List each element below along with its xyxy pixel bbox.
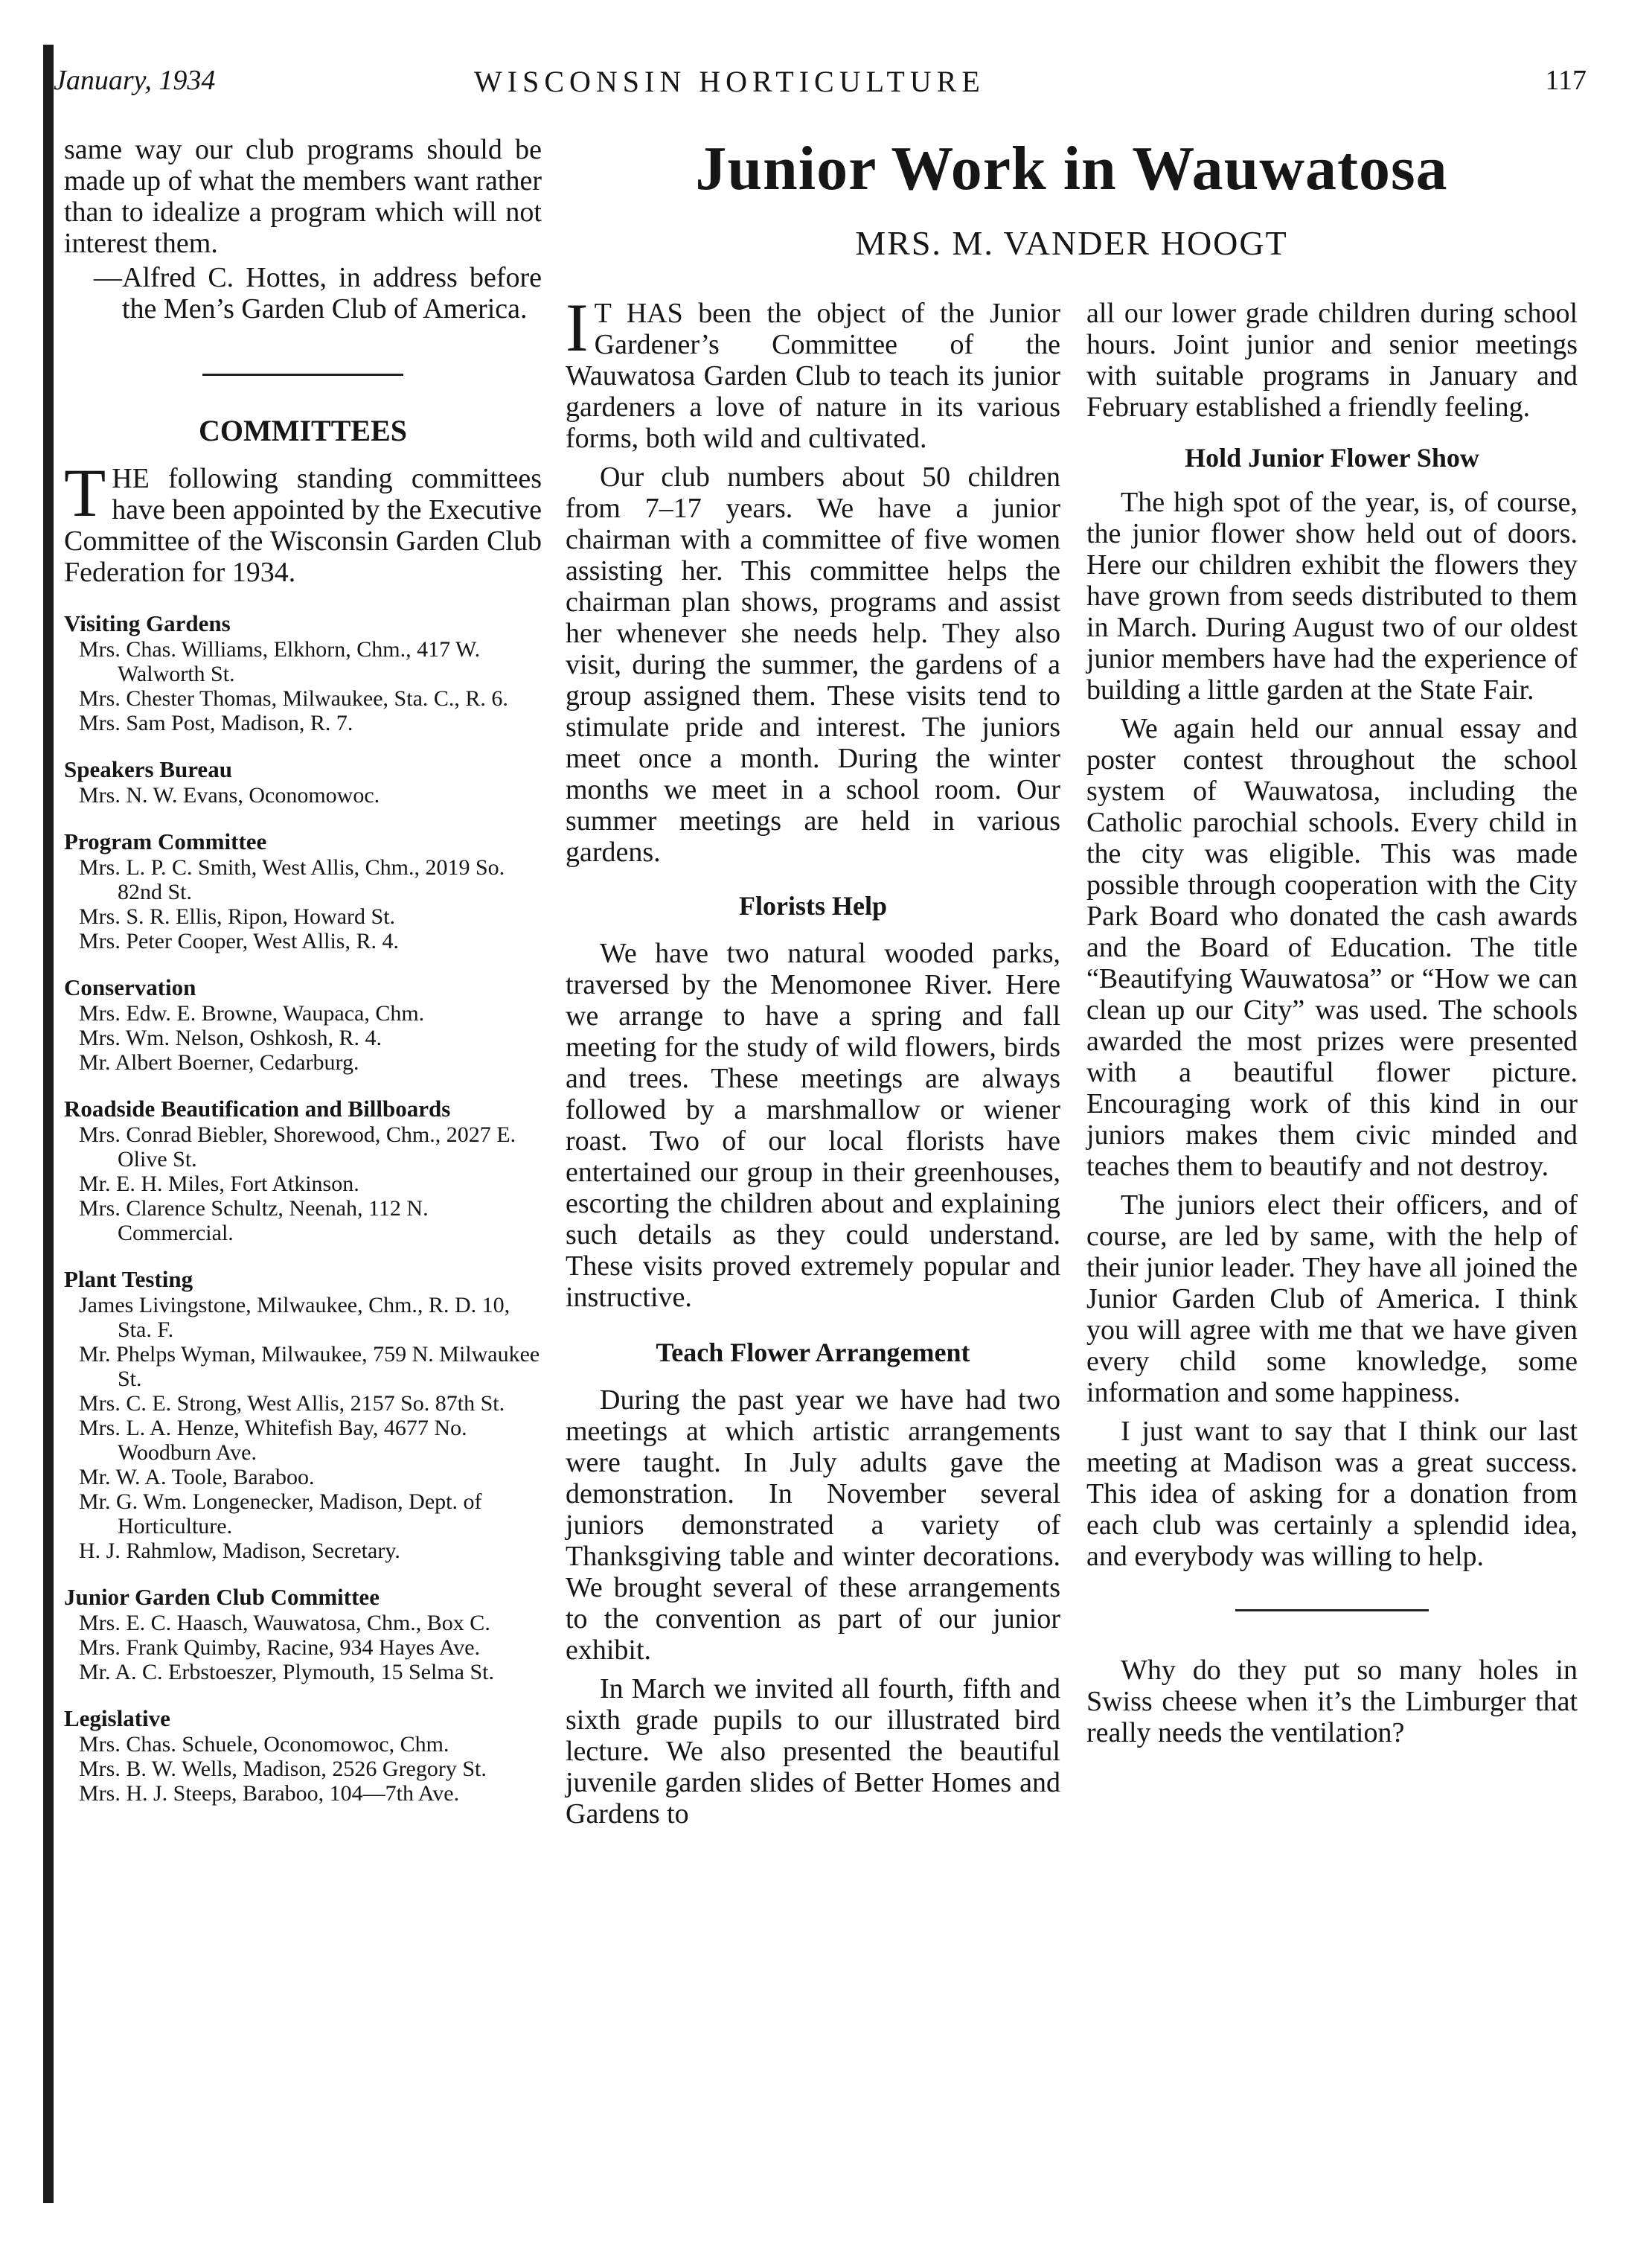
article-dropcap: I	[566, 290, 589, 365]
article-paragraph: In March we invited all fourth, fifth and sixth grade pupils to our illustrated bird lecture. We also presented the beautiful juvenile garden slides of Better Homes and Gardens to	[566, 1673, 1060, 1830]
filler-joke: Why do they put so many holes in Swiss cheese when it’s the Limburger that really needs the ventilation?	[1086, 1655, 1578, 1748]
committee-group	[64, 1096, 542, 1245]
committee-entry: Mrs. H. J. Steeps, Baraboo, 104—7th Ave.	[79, 1781, 460, 1806]
committee-group	[64, 1584, 542, 1684]
article-paragraph: We again held our annual essay and poster contest throughout the school system of Wauwatosa, including the Catholic parochial schools. Every child in the city was eligible. This was made possible through cooperation with the City Park Board who donated the cash awards and the Board of Education. The title “Beautifying Wauwatosa” or “How we can clean up our City” was used. The schools awarded the most prizes were presented with a beautiful flower picture. Encouraging work of this kind in our juniors makes them civic minded and teaches them to beautify and not destroy.	[1086, 713, 1578, 1182]
committee-heading: Junior Garden Club Committee	[64, 1584, 380, 1610]
article-paragraph: We have two natural wooded parks, traversed by the Menomonee River. Here we arrange to have a spring and fall meeting for the study of wild flowers, birds and trees. These meetings are always followed by a marshmallow or wiener roast. Two of our local florists have entertained our group in their greenhouses, escorting the children about and explaining such details as they could understand. These visits proved extremely popular and instructive.	[566, 938, 1060, 1313]
header-publication-title: WISCONSIN HORTICULTURE	[474, 65, 985, 98]
committee-group	[64, 610, 542, 735]
committee-entry: Mrs. Chas. Schuele, Oconomowoc, Chm.	[79, 1732, 449, 1757]
article-paragraph: The high spot of the year, is, of course, the junior flower show held out of doors. Here our children exhibit the flowers they have grown from seeds distributed to them in March. During August two of our oldest junior members have had the experience of building a little garden at the State Fair.	[1086, 487, 1578, 706]
article-paragraph: During the past year we have had two meetings at which artistic arrangements were taught. In July adults gave the demonstration. In November several juniors demonstrated a variety of Thanksgiving table and winter decorations. We brought several of these arrangements to the convention as part of our junior exhibit.	[566, 1384, 1060, 1666]
committee-entry: Mrs. L. P. C. Smith, West Allis, Chm., 2019 So. 82nd St.	[79, 855, 505, 904]
committees-intro	[64, 455, 542, 588]
committee-entry: Mrs. L. A. Henze, Whitefish Bay, 4677 No. Woodburn Ave.	[79, 1416, 467, 1465]
committee-entry: Mrs. Clarence Schultz, Neenah, 112 N. Commercial.	[79, 1196, 429, 1245]
committee-entry: H. J. Rahmlow, Madison, Secretary.	[79, 1538, 400, 1563]
committee-entry: Mrs. B. W. Wells, Madison, 2526 Gregory St.	[79, 1757, 487, 1781]
committee-entry: Mrs. Conrad Biebler, Shorewood, Chm., 2027 E. Olive St.	[79, 1122, 516, 1172]
running-header	[54, 64, 1587, 109]
committee-heading: Speakers Bureau	[64, 756, 232, 782]
committee-entry: Mr. G. Wm. Longenecker, Madison, Dept. of Horticulture.	[79, 1489, 482, 1538]
committee-entry: Mrs. Chester Thomas, Milwaukee, Sta. C., R. 6.	[79, 686, 508, 711]
committee-heading: Program Committee	[64, 828, 267, 854]
committee-entry: Mrs. C. E. Strong, West Allis, 2157 So. 87th St.	[79, 1391, 505, 1416]
committee-group	[64, 828, 542, 953]
quote-attribution: —Alfred C. Hottes, in address before the Men’s Garden Club of America.	[94, 262, 542, 325]
committees-intro-text: HE following standing committees have been appointed by the Executive Committee of the Wisconsin Garden Club Federation for 1934.	[64, 463, 542, 588]
committee-group	[64, 1705, 542, 1806]
committee-group	[64, 974, 542, 1075]
article-paragraph: The juniors elect their officers, and of course, are led by same, with the help of their junior leader. They have all joined the Junior Garden Club of America. I think you will agree with me that we have given every child some knowledge, some information and some happiness.	[1086, 1189, 1578, 1408]
article-intro	[566, 290, 1060, 454]
committee-entry: Mrs. Wm. Nelson, Oshkosh, R. 4.	[79, 1026, 382, 1050]
committee-heading: Plant Testing	[64, 1266, 193, 1292]
committee-heading: Roadside Beautification and Billboards	[64, 1096, 451, 1122]
article-title: Junior Work in Wauwatosa	[695, 134, 1448, 203]
section-divider	[202, 374, 403, 376]
committee-entry: Mrs. Peter Cooper, West Allis, R. 4.	[79, 929, 399, 953]
committee-entry: Mr. Phelps Wyman, Milwaukee, 759 N. Milwaukee St.	[79, 1342, 540, 1391]
subheading-show: Hold Junior Flower Show	[1185, 443, 1479, 473]
article-intro-text: T HAS been the object of the Junior Gardener’s Committee of the Wauwatosa Garden Club to teach its junior gardeners a love of nature in its various forms, both wild and cultivated.	[566, 298, 1060, 454]
subheading-arrangement: Teach Flower Arrangement	[656, 1338, 970, 1367]
article-paragraph: Our club numbers about 50 children from 7–17 years. We have a junior chairman with a committee of five women assisting her. This committee helps the chairman plan shows, programs and assist her whenever she needs help. They also visit, during the summer, the gardens of a group assigned them. These visits tend to stimulate pride and interest. The juniors meet once a month. During the winter months we meet in a school room. Our summer meetings are held in various gardens.	[566, 461, 1060, 868]
committee-group	[64, 756, 542, 808]
committee-entry: James Livingstone, Milwaukee, Chm., R. D. 10, Sta. F.	[79, 1293, 510, 1342]
article-paragraph: I just want to say that I think our last meeting at Madison was a great success. This idea of asking for a donation from each club was certainly a splendid idea, and everybody was willing to help.	[1086, 1416, 1578, 1572]
committee-entry: Mrs. Frank Quimby, Racine, 934 Hayes Ave.	[79, 1635, 481, 1660]
committee-entry: Mrs. Sam Post, Madison, R. 7.	[79, 711, 353, 735]
committee-entry: Mrs. S. R. Ellis, Ripon, Howard St.	[79, 904, 396, 929]
committee-entry: Mrs. Chas. Williams, Elkhorn, Chm., 417 W. Walworth St.	[79, 637, 481, 686]
committee-heading: Legislative	[64, 1705, 170, 1731]
committee-entry: Mr. W. A. Toole, Baraboo.	[79, 1465, 315, 1489]
committees-title: COMMITTEES	[198, 414, 408, 447]
article-paragraph: all our lower grade children during school hours. Joint junior and senior meetings with suitable programs in January and February established a friendly feeling.	[1086, 298, 1578, 423]
header-date: January, 1934	[54, 65, 216, 96]
committee-entry: Mrs. N. W. Evans, Oconomowoc.	[79, 783, 380, 808]
committee-heading: Conservation	[64, 974, 196, 1000]
committee-group	[64, 1266, 542, 1563]
article-byline: MRS. M. VANDER HOOGT	[855, 224, 1288, 262]
left-column	[64, 134, 542, 1806]
committee-entry: Mrs. Edw. E. Browne, Waupaca, Chm.	[79, 1001, 425, 1026]
committee-entry: Mr. Albert Boerner, Cedarburg.	[79, 1050, 359, 1075]
quote-text: same way our club programs should be made up of what the members want rather than to idealize a program which will not interest them.	[64, 134, 542, 259]
committee-heading: Visiting Gardens	[64, 610, 231, 636]
subheading-florists: Florists Help	[739, 891, 887, 921]
section-divider	[1235, 1609, 1429, 1611]
committee-entry: Mrs. E. C. Haasch, Wauwatosa, Chm., Box C.	[79, 1611, 490, 1635]
scan-binding-edge	[43, 45, 54, 2203]
committee-entry: Mr. A. C. Erbstoeszer, Plymouth, 15 Selma St.	[79, 1660, 494, 1684]
committees-dropcap: T	[64, 455, 106, 531]
header-page-number: 117	[1545, 65, 1587, 96]
right-column	[1086, 298, 1578, 1748]
committee-entry: Mr. E. H. Miles, Fort Atkinson.	[79, 1172, 359, 1196]
middle-column	[566, 290, 1060, 1830]
